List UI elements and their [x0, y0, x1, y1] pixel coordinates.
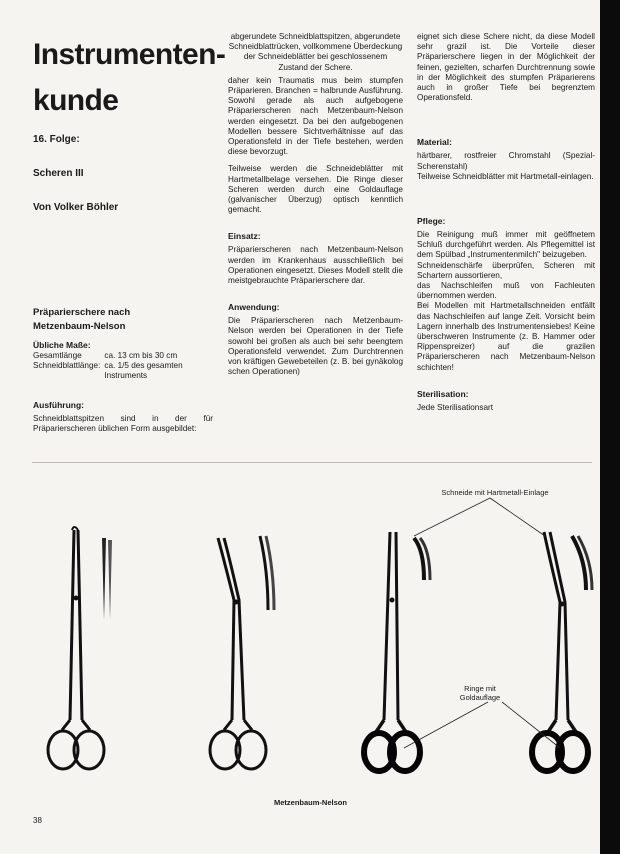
col2-intro: abgerundete Schneidblattspitzen, abgerundete Schneidblattrücken, vollkommene Überdeckung der Schneideblätter bei geschlossenem Zustand der Schere.	[228, 32, 403, 72]
figure-caption: Metzenbaum-Nelson	[274, 798, 347, 807]
page-number: 38	[33, 816, 42, 825]
execution-block	[33, 400, 213, 434]
einsatz-text: Präparierscheren nach Metzenbaum-Nelson werden im Krankenhaus ausschließlich bei Operationen eingesetzt. Dieses Modell stellt die meistgebrauchte Präparierschere dar.	[228, 245, 403, 286]
callout-lines	[404, 498, 560, 748]
callout-carbide: Schneide mit Hartmetall-Einlage	[441, 488, 549, 497]
dimension-key: Schneidblattlänge:	[33, 361, 101, 371]
pflege-text: Die Reinigung muß immer mit geöffnetem Schluß durchgeführt werden. Als Pflegemittel ist dem Spülbad „Instrumentenmilch" beizugeben. Schneidenschärfe überprüfen, Scheren mit Schartern aussortieren, das Nachschleifen muß von Fachleuten übernommen werden. Bei Modellen mit Hartmetallschneiden entfällt das Nachschleifen auf lange Zeit. Vorsicht beim Lagern innerhalb des Instrumentensiebes! Keine überschweren Instrumente (z. B. Hammer oder Rippenspreizer) auf die grazilen Präparierscheren nach Metzenbaum-Nelson schichten!	[417, 230, 595, 372]
topic-heading: Scheren III	[33, 168, 84, 179]
dimensions-table	[33, 351, 213, 382]
author-line: Von Volker Böhler	[33, 202, 119, 213]
title-line-2: kunde	[33, 84, 119, 117]
anwendung-heading: Anwendung:	[228, 302, 280, 313]
material-heading: Material:	[417, 137, 452, 148]
table-row	[33, 361, 213, 381]
section-heading-1: Präparierschere nach	[33, 307, 131, 318]
scan-edge-shadow	[600, 0, 620, 854]
anwendung-text: Die Präparierscheren nach Metzenbaum-Nelson werden bei Operationen in der Tiefe sowohl bei großen als auch bei sehr beengtem Operationsfeld verwendet. Zum Durchtrennen von kräftigen Gewebeteilen (z. B. bei gynäkolog schen Operationen)	[228, 316, 403, 377]
scissors-curved-tip-detail	[260, 536, 274, 610]
scissors-carbide-straight	[364, 532, 420, 771]
divider-line	[32, 462, 592, 463]
scissors-curved	[210, 538, 266, 769]
series-number: 16. Folge:	[33, 134, 80, 145]
callout-gold-rings	[450, 684, 510, 702]
dimension-value: ca. 13 cm bis 30 cm	[104, 351, 178, 360]
column-middle	[228, 32, 403, 452]
scissors-straight-tip-detail	[102, 538, 112, 620]
section-heading-2: Metzenbaum-Nelson	[33, 321, 126, 332]
col2-paragraph-2: daher kein Traumatis mus beim stumpfen Präparieren. Branchen = halbrunde Ausführung. Sowohl gerade als auch aufgebogene Präparierscheren nach Metzenbaum-Nelson werden eingesetzt. Da bei den aufgebogenen Modellen bessere Sichtverhältnisse auf das Operationsfeld in der Tiefe bestehen, werden diese bevorzugt.	[228, 75, 403, 157]
einsatz-heading: Einsatz:	[228, 231, 261, 242]
dimensions-block	[33, 340, 213, 382]
table-row	[33, 351, 213, 361]
execution-text: Schneidblattspitzen sind in der für Präparierscheren üblichen Form ausgebildet:	[33, 414, 213, 434]
callout-gold-line-2: Goldauflage	[459, 693, 501, 702]
col3-intro: eignet sich diese Schere nicht, da diese Modell sehr grazil ist. Die Vorteile dieser Präparierschere liegen in der Möglichkeit der feinen, gezielten, scharfen Durchtrennung sowie in der Möglichkeit des stumpfen Präparierens auch in großer Tiefe bei begrenztem Operationsfeld.	[417, 32, 595, 103]
scissors-carbide-curved-tip-detail	[572, 536, 592, 590]
sterilisation-text: Jede Sterilisationsart	[417, 402, 493, 412]
scissors-carbide-curved	[532, 532, 588, 771]
dimension-key: Gesamtlänge	[33, 351, 82, 360]
col2-paragraph-3: Teilweise werden die Schneideblätter mit Hartmetallbelage versehen. Die Ringe dieser Scheren werden durch eine Goldauflage (galvanischer Überzug) optisch kenntlich gemacht.	[228, 164, 403, 215]
dimensions-heading: Übliche Maße:	[33, 340, 91, 350]
column-left	[33, 32, 226, 452]
column-right	[417, 32, 595, 452]
pflege-heading: Pflege:	[417, 216, 446, 227]
scissors-illustration	[20, 480, 600, 820]
scissors-straight	[48, 527, 104, 769]
material-text: härtbarer, rostfreier Chromstahl (Spezial-Scherenstahl) Teilweise Schneidblätter mit Hartmetall-einlagen.	[417, 151, 595, 181]
callout-gold-line-1: Ringe mit	[464, 684, 496, 693]
dimension-value: ca. 1/5 des gesamten Instruments	[104, 361, 183, 381]
sterilisation-heading: Sterilisation:	[417, 388, 469, 399]
scissors-carbide-tip-detail	[414, 538, 430, 580]
scissors-drawing	[20, 480, 600, 820]
title-line-1: Instrumenten-	[33, 38, 226, 71]
execution-heading: Ausführung:	[33, 400, 84, 410]
